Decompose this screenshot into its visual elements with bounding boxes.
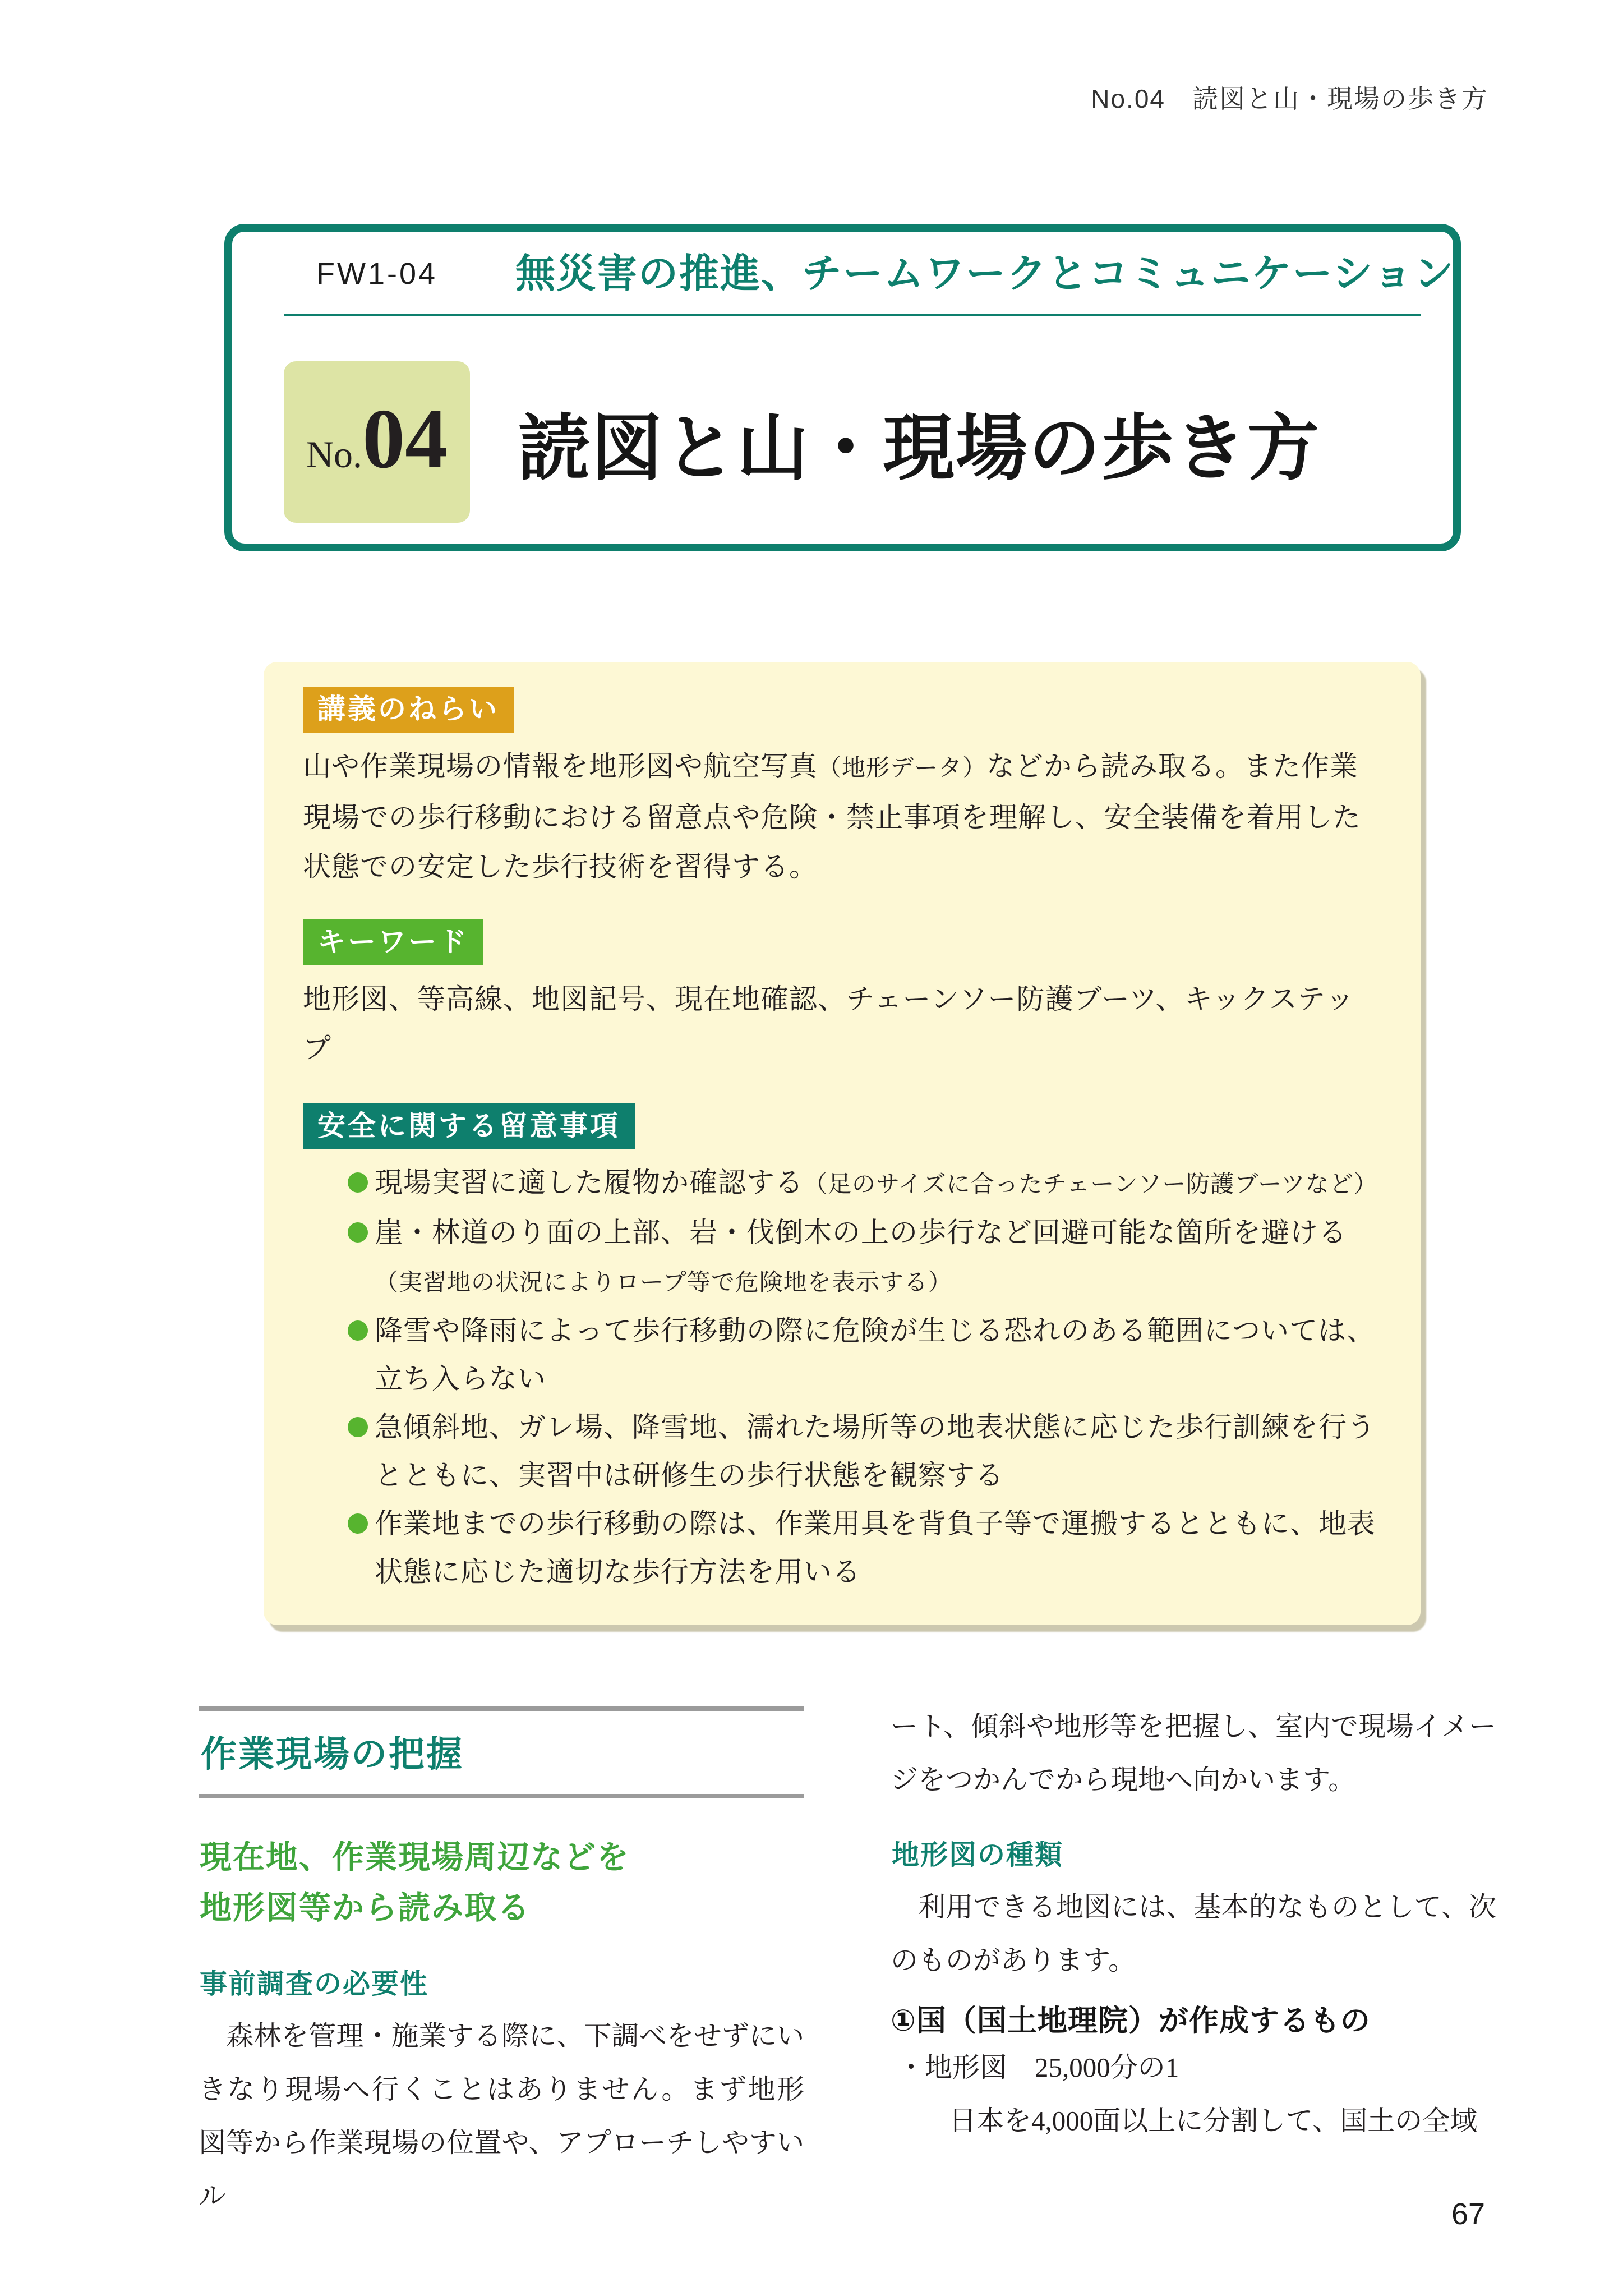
lecture-aim-text-cont: などから読み取る。また作業現場での歩行移動における留意点や危険・禁止事項を理解し、安全装備を着用した状態での安定した歩行技術を習得する。 [303,751,1361,882]
safety-item [348,1158,1381,1208]
module-supertitle: 無災害の推進、チームワークとコミュニケーション [515,252,1455,296]
lecture-aim-text: 山や作業現場の情報を地形図や航空写真 [303,751,818,782]
body-text-continuation: ート、傾斜や地形等を把握し、室内で現場イメージをつかんでから現地へ向かいます。 [891,1711,1496,1795]
lecture-aim-body [303,742,1381,891]
module-code: FW1-04 [316,257,438,291]
map-item-description: 日本を4,000面以上に分割して、国土の全域 [949,2105,1478,2136]
safety-item [348,1208,1381,1306]
map-item: ・地形図 25,000分の1 [897,2052,1179,2083]
safety-item-note: （足のサイズに合ったチェーンソー防護ブーツなど） [804,1171,1378,1197]
summary-panel [264,662,1421,1625]
lecture-aim-paren: （地形データ） [818,754,987,781]
section-rule-top [199,1706,804,1711]
subsection-heading-line2: 地形図等から読み取る [200,1890,531,1926]
safety-item-text: 作業地までの歩行移動の際は、作業用具を背負子等で運搬するとともに、地表状態に応じた適切な歩行方法を用いる [375,1508,1376,1588]
page-number: 67 [1451,2197,1486,2231]
body-text-right: 利用できる地図には、基本的なものとして、次のものがあります。 [891,1892,1496,1976]
safety-item-note: （実習地の状況によりロープ等で危険地を表示する） [375,1269,952,1295]
title-box [224,224,1461,551]
page-title: 読図と山・現場の歩き方 [518,408,1321,489]
safety-item-text: 急傾斜地、ガレ場、降雪地、濡れた場所等の地表状態に応じた歩行訓練を行うとともに、実習中は研修生の歩行状態を観察する [375,1411,1376,1491]
safety-item [348,1403,1381,1499]
safety-item-text: 現場実習に適した履物か確認する [375,1167,804,1198]
numbered-item-heading: ①国（国土地理院）が作成するもの [891,2004,1371,2037]
module-number: 04 [362,392,448,486]
section-rule-bottom [199,1794,804,1798]
lecture-aim-label: 講義のねらい [303,687,514,733]
section-title: 作業現場の把握 [201,1734,464,1774]
subsection-heading-line1: 現在地、作業現場周辺などを [200,1839,630,1875]
paragraph-heading-left: 事前調査の必要性 [200,1969,429,1999]
title-row [284,361,1320,523]
left-column [199,1706,804,2223]
running-header: No.04 読図と山・現場の歩き方 [1091,84,1488,113]
right-column [891,1706,1496,2147]
subsection-heading [200,1832,804,1933]
paragraph-heading-right: 地形図の種類 [892,1840,1064,1870]
title-divider [284,314,1421,316]
module-number-prefix: No. [306,433,363,476]
body-text-left: 森林を管理・施業する際に、下調べをせずにいきなり現場へ行くことはありません。まず地形図等から作業現場の位置や、アプローチしやすいル [199,2021,804,2211]
safety-label: 安全に関する留意事項 [303,1103,635,1149]
safety-item [348,1306,1381,1403]
safety-item [348,1499,1381,1596]
safety-item-text: 崖・林道のり面の上部、岩・伐倒木の上の歩行など回避可能な箇所を避ける [375,1217,1347,1248]
safety-item-text: 降雪や降雨によって歩行移動の際に危険が生じる恐れのある範囲については、立ち入らない [375,1315,1375,1395]
keywords-body: 地形図、等高線、地図記号、現在地確認、チェーンソー防護ブーツ、キックステップ [303,983,1354,1064]
module-number-badge [284,361,470,523]
safety-list [303,1158,1381,1596]
keywords-label: キーワード [303,919,483,965]
